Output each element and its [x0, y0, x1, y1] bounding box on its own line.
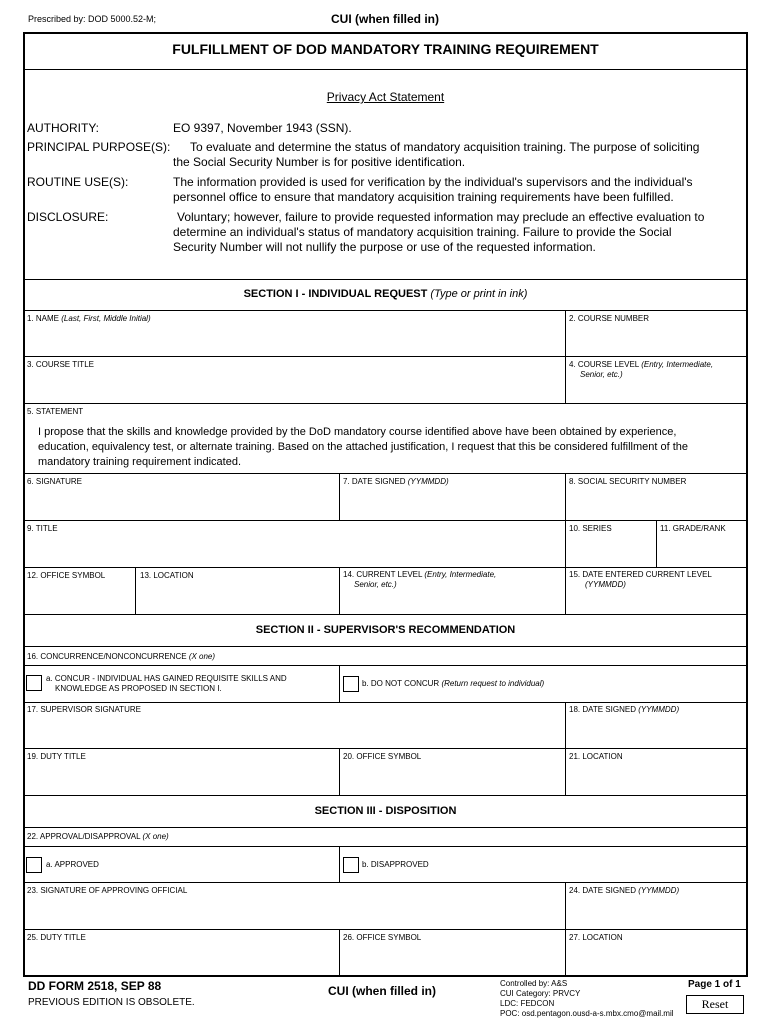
divider: [23, 310, 748, 311]
authority-text: EO 9397, November 1943 (SSN).: [173, 121, 352, 135]
privacy-act-heading: Privacy Act Statement: [326, 90, 445, 104]
course-level-input[interactable]: [569, 383, 743, 400]
supervisor-office-symbol-input[interactable]: [343, 766, 561, 791]
supervisor-office-symbol-label: 20. OFFICE SYMBOL: [343, 752, 422, 761]
routine-text-2: personnel office to ensure that mandatory acquisition training requirements have been fulfilled.: [173, 190, 674, 204]
page-number: Page 1 of 1: [688, 979, 741, 990]
supervisor-date-label: 18. DATE SIGNED (YYMMDD): [569, 705, 680, 714]
name-label: 1. NAME (Last, First, Middle Initial): [27, 314, 151, 323]
disclosure-text-3: Security Number will not nullify the purpose or use of the requested information.: [173, 240, 596, 254]
supervisor-duty-title-label: 19. DUTY TITLE: [27, 752, 86, 761]
approved-checkbox[interactable]: [26, 857, 42, 873]
current-level-hint: Senior, etc.): [354, 580, 397, 589]
statement-label: 5. STATEMENT: [27, 407, 84, 416]
purpose-text-2: the Social Security Number is for positive identification.: [173, 155, 466, 169]
signature-input[interactable]: [28, 491, 334, 516]
date-entered-input[interactable]: [569, 593, 743, 611]
approving-signature-label: 23. SIGNATURE OF APPROVING OFFICIAL: [27, 886, 188, 895]
course-level-hint: Senior, etc.): [580, 370, 623, 379]
approval-label: 22. APPROVAL/DISAPPROVAL (X one): [27, 832, 169, 841]
series-label: 10. SERIES: [569, 524, 612, 533]
divider: [23, 69, 748, 70]
name-input[interactable]: [28, 328, 561, 352]
current-level-input[interactable]: [343, 593, 561, 611]
grade-rank-label: 11. GRADE/RANK: [660, 524, 726, 533]
divider: [23, 279, 748, 280]
previous-edition-note: PREVIOUS EDITION IS OBSOLETE.: [28, 997, 195, 1008]
purpose-text-1: To evaluate and determine the status of mandatory acquisition training. The purpose of soliciting: [190, 140, 700, 154]
approving-signature-input[interactable]: [28, 900, 561, 925]
concur-checkbox[interactable]: [26, 675, 42, 691]
grade-rank-input[interactable]: [660, 538, 744, 563]
office-symbol-label: 12. OFFICE SYMBOL: [27, 571, 106, 580]
prescribed-by: Prescribed by: DOD 5000.52-M;: [28, 14, 157, 24]
ssn-input[interactable]: [569, 491, 743, 516]
date-signed-input[interactable]: [343, 491, 561, 516]
approving-date-label: 24. DATE SIGNED (YYMMDD): [569, 886, 680, 895]
disapproved-label: b. DISAPPROVED: [362, 860, 429, 869]
date-entered-label: 15. DATE ENTERED CURRENT LEVEL: [569, 570, 712, 579]
approving-location-label: 27. LOCATION: [569, 933, 623, 942]
routine-label: ROUTINE USE(S):: [27, 175, 129, 189]
routine-text-1: The information provided is used for verification by the individual's supervisors and the individual's: [173, 175, 693, 189]
supervisor-date-input[interactable]: [569, 719, 743, 744]
disclosure-text-2: determine an individual's status of mandatory acquisition training. Failure to provide the Social: [173, 225, 672, 239]
course-title-input[interactable]: [28, 374, 561, 399]
statement-text: I propose that the skills and knowledge provided by the DoD mandatory course identified above have been obtained by experience, education, equivalency test, or alternate training. Based on the attached justification, I request that this be considered fulfillment of the mandatory training requirement indicated.: [38, 426, 689, 468]
approved-label: a. APPROVED: [46, 860, 99, 869]
form-title: FULFILLMENT OF DOD MANDATORY TRAINING REQUIREMENT: [172, 41, 599, 57]
do-not-concur-label: b. DO NOT CONCUR (Return request to individual): [362, 679, 545, 688]
office-symbol-input[interactable]: [28, 585, 131, 610]
cui-banner-bottom: CUI (when filled in): [328, 984, 436, 998]
approving-office-symbol-label: 26. OFFICE SYMBOL: [343, 933, 422, 942]
disapproved-checkbox[interactable]: [343, 857, 359, 873]
approving-date-input[interactable]: [569, 900, 743, 925]
do-not-concur-checkbox[interactable]: [343, 676, 359, 692]
course-number-input[interactable]: [569, 328, 743, 352]
date-entered-hint: (YYMMDD): [585, 580, 626, 589]
section-1-title: SECTION I - INDIVIDUAL REQUEST (Type or print in ink): [243, 288, 528, 300]
approving-duty-title-label: 25. DUTY TITLE: [27, 933, 86, 942]
supervisor-signature-input[interactable]: [28, 719, 561, 744]
section-2-title: SECTION II - SUPERVISOR'S RECOMMENDATION: [255, 624, 516, 636]
approving-duty-title-input[interactable]: [28, 947, 334, 972]
concurrence-label: 16. CONCURRENCE/NONCONCURRENCE (X one): [27, 652, 216, 661]
cui-banner-top: CUI (when filled in): [331, 12, 439, 26]
location-input[interactable]: [140, 585, 335, 610]
supervisor-location-input[interactable]: [569, 766, 743, 791]
concur-option-label: a. CONCUR - INDIVIDUAL HAS GAINED REQUISITE SKILLS AND KNOWLEDGE AS PROPOSED IN SECTION I.: [46, 674, 287, 693]
disclosure-text-1: Voluntary; however, failure to provide requested information may preclude an effective evaluation to: [177, 210, 705, 224]
title-label: 9. TITLE: [27, 524, 58, 533]
approving-location-input[interactable]: [569, 947, 743, 972]
cui-control-block: Controlled by: A&S CUI Category: PRVCY LDC: FEDCON POC: osd.pentagon.ousd-a-s.mbx.cmo@mail.mil: [500, 979, 674, 1018]
location-label: 13. LOCATION: [140, 571, 194, 580]
reset-button[interactable]: Reset: [686, 995, 744, 1014]
date-signed-label: 7. DATE SIGNED (YYMMDD): [343, 477, 449, 486]
ssn-label: 8. SOCIAL SECURITY NUMBER: [569, 477, 687, 486]
disclosure-label: DISCLOSURE:: [27, 210, 109, 224]
course-level-label: 4. COURSE LEVEL (Entry, Intermediate,: [569, 360, 714, 369]
authority-label: AUTHORITY:: [27, 121, 100, 135]
course-title-label: 3. COURSE TITLE: [27, 360, 94, 369]
purpose-label: PRINCIPAL PURPOSE(S):: [27, 140, 171, 154]
supervisor-signature-label: 17. SUPERVISOR SIGNATURE: [27, 705, 141, 714]
supervisor-location-label: 21. LOCATION: [569, 752, 623, 761]
section-3-title: SECTION III - DISPOSITION: [314, 805, 457, 817]
series-input[interactable]: [569, 538, 652, 563]
course-number-label: 2. COURSE NUMBER: [569, 314, 650, 323]
approving-office-symbol-input[interactable]: [343, 947, 561, 972]
signature-label: 6. SIGNATURE: [27, 477, 82, 486]
title-input[interactable]: [28, 538, 561, 563]
supervisor-duty-title-input[interactable]: [28, 766, 334, 791]
form-number: DD FORM 2518, SEP 88: [28, 979, 162, 993]
current-level-label: 14. CURRENT LEVEL (Entry, Intermediate,: [343, 570, 497, 579]
